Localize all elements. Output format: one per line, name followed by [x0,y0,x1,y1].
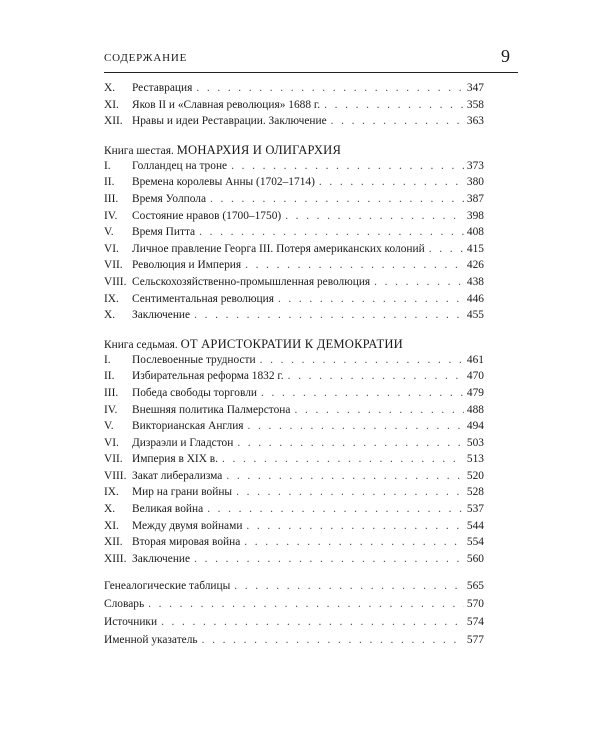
dot-leader [199,224,464,241]
dot-leader [196,80,464,97]
toc-row [104,174,484,191]
chapter-number: VIII. [104,275,127,288]
dot-leader [194,551,464,568]
chapter-number: X. [104,309,116,322]
toc-row [104,97,484,114]
dot-leader [161,613,464,631]
toc-row [104,191,484,208]
chapter-page: 387 [466,192,484,205]
chapter-number: IX. [104,486,119,499]
dot-leader [285,208,464,225]
chapter-page: 415 [466,242,484,255]
toc-row [104,501,484,518]
toc-row [104,291,484,308]
toc-row [104,113,484,130]
chapter-title: Внешняя политика Палмерстона [132,403,291,416]
appendix-title: Генеалогические таблицы [104,580,231,593]
dot-leader [331,113,464,130]
chapter-title: Викторианская Англия [132,420,244,433]
chapter-title: Дизраэли и Гладстон [132,436,234,449]
chapter-number: X. [104,82,116,94]
chapter-title: Времена королевы Анны (1702–1714) [132,176,315,189]
chapter-number: III. [104,386,119,399]
toc-row [104,274,484,291]
dot-leader [294,402,464,419]
appendix-list [104,577,484,649]
toc-row [104,435,484,452]
chapter-title: Сельскохозяйственно-промышленная революция [132,275,371,288]
chapter-number: IX. [104,292,119,305]
toc-row [104,224,484,241]
dot-leader [261,385,464,402]
chapter-title: Революция и Империя [132,259,242,272]
chapter-number: V. [104,226,114,239]
chapter-page: 363 [466,115,484,128]
chapter-title: Яков II и «Славная революция» 1688 г. [132,98,321,111]
chapter-page: 461 [466,353,484,366]
page-header [104,46,518,73]
chapter-number: XII. [104,536,123,549]
appendix-page: 570 [466,598,484,611]
dot-leader [210,191,464,208]
chapter-number: VI. [104,242,119,255]
chapter-page: 513 [466,453,484,466]
toc-row [104,484,484,501]
chapter-number: XI. [104,98,119,111]
chapter-title: Послевоенные трудности [132,353,256,366]
dot-leader [246,518,464,535]
toc-row [104,257,484,274]
dot-leader [237,435,464,452]
appendix-row [104,631,484,649]
chapter-title: Голландец на троне [132,159,228,172]
running-title: СОДЕРЖАНИЕ [104,52,188,64]
book-seven-title: ОТ АРИСТОКРАТИИ К ДЕМОКРАТИИ [180,336,403,351]
book-seven-heading [104,336,484,352]
chapter-page: 426 [466,259,484,272]
chapter-page: 347 [466,82,484,94]
appendix-row [104,577,484,595]
chapter-title: Победа свободы торговли [132,386,257,399]
book-seven-chapter-list [104,352,484,568]
chapter-number: I. [104,159,111,172]
toc-row [104,208,484,225]
toc-row [104,80,484,97]
page-number: 9 [501,46,510,66]
appendix-page: 577 [466,634,484,647]
chapter-title: Время Питта [132,226,196,239]
table-of-contents [104,80,484,649]
dot-leader [324,97,464,114]
dot-leader [234,577,464,595]
appendix-title: Именной указатель [104,634,198,647]
dot-leader [148,595,464,613]
toc-row [104,518,484,535]
chapter-number: VII. [104,259,123,272]
book-six-chapter-list [104,158,484,324]
chapter-title: Личное правление Георга III. Потеря американских колоний [132,242,425,255]
chapter-page: 494 [466,420,484,433]
toc-row [104,551,484,568]
chapter-page: 470 [466,370,484,383]
chapter-page: 488 [466,403,484,416]
dot-leader [288,368,464,385]
chapter-title: Мир на грани войны [132,486,233,499]
chapter-number: II. [104,370,115,383]
toc-row [104,368,484,385]
chapter-page: 554 [466,536,484,549]
chapter-page: 398 [466,209,484,222]
chapter-title: Заключение [132,309,191,322]
chapter-number: X. [104,503,116,516]
chapter-page: 455 [466,309,484,322]
chapter-title: Между двумя войнами [132,519,243,532]
chapter-number: I. [104,353,111,366]
toc-row [104,307,484,324]
chapter-page: 380 [466,176,484,189]
chapter-page: 358 [466,98,484,111]
chapter-page: 446 [466,292,484,305]
chapter-title: Состояние нравов (1700–1750) [132,209,282,222]
chapter-number: XIII. [104,552,127,565]
chapters-prev-list [104,80,484,130]
toc-row [104,241,484,258]
toc-row [104,451,484,468]
chapter-page: 544 [466,519,484,532]
dot-leader [202,631,464,649]
dot-leader [260,352,464,369]
dot-leader [236,484,464,501]
chapter-title: Заключение [132,552,191,565]
chapter-number: III. [104,192,119,205]
chapter-number: VI. [104,436,119,449]
chapter-number: XI. [104,519,119,532]
chapter-title: Вторая мировая война [132,536,241,549]
chapter-page: 528 [466,486,484,499]
chapter-number: IV. [104,403,118,416]
book-seven-prefix: Книга седьмая. [104,338,178,351]
chapter-title: Избирательная реформа 1832 г. [132,370,284,383]
appendix-row [104,595,484,613]
dot-leader [194,307,464,324]
toc-row [104,402,484,419]
appendix-title: Словарь [104,598,145,611]
dot-leader [226,468,464,485]
appendix-page: 574 [466,616,484,629]
chapter-number: XII. [104,115,123,128]
toc-row [104,352,484,369]
chapter-number: IV. [104,209,118,222]
chapter-page: 408 [466,226,484,239]
chapter-title: Империя в XIX в. [132,453,219,466]
dot-leader [374,274,464,291]
chapter-title: Нравы и идеи Реставрации. Заключение [132,115,327,128]
dot-leader [244,534,464,551]
dot-leader [429,241,464,258]
dot-leader [231,158,464,175]
chapter-page: 479 [466,386,484,399]
toc-row [104,468,484,485]
dot-leader [222,451,464,468]
book-six-heading [104,142,484,158]
chapter-title: Время Уолпола [132,192,207,205]
chapter-page: 373 [466,159,484,172]
chapter-title: Закат либерализма [132,469,223,482]
chapter-title: Сентиментальная революция [132,292,274,305]
chapter-number: VII. [104,453,123,466]
toc-row [104,158,484,175]
toc-row [104,418,484,435]
appendix-page: 565 [466,580,484,593]
chapter-title: Реставрация [132,82,193,94]
appendix-title: Источники [104,616,158,629]
chapter-number: II. [104,176,115,189]
chapter-title: Великая война [132,503,204,516]
dot-leader [278,291,464,308]
chapter-number: VIII. [104,469,127,482]
book-six-prefix: Книга шестая. [104,144,174,157]
dot-leader [248,418,464,435]
toc-row [104,534,484,551]
toc-row [104,385,484,402]
chapter-number: V. [104,420,114,433]
appendix-row [104,613,484,631]
chapter-page: 560 [466,552,484,565]
dot-leader [245,257,464,274]
chapter-page: 438 [466,275,484,288]
dot-leader [319,174,464,191]
book-six-title: МОНАРХИЯ И ОЛИГАРХИЯ [176,142,342,157]
chapter-page: 503 [466,436,484,449]
dot-leader [207,501,464,518]
chapter-page: 537 [466,503,484,516]
chapter-page: 520 [466,469,484,482]
